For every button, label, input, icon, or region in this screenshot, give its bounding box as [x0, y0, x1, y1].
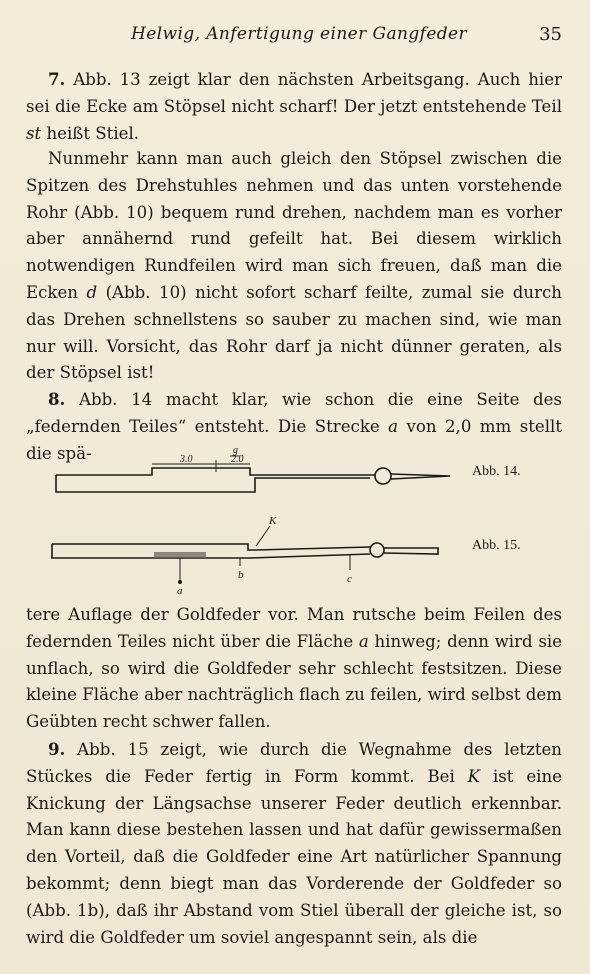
paragraph-text: heißt Stiel.: [41, 123, 140, 143]
paragraph-text: ist eine Knickung der Längsachse unserer Feder deutlich erkennbar. Man kann diese bestehen lassen und hat dafür gewissermaßen den Vorteil, daß die Goldfeder eine Art natürlicher Spannung bekommt; denn biegt man das Vorderende der Goldfeder so (Abb. 1b), daß ihr Abstand vom Stiel überall der gleiche ist, so wird die Goldfeder um soviel angespannt sein, als die: [26, 766, 562, 947]
spring-eyelet: [370, 543, 384, 557]
figure-caption-15: Abb. 15.: [472, 538, 521, 553]
spring-tip: [391, 474, 450, 479]
dimension-label-g: g: [233, 445, 238, 456]
paragraph-text: Nunmehr kann man auch gleich den Stöpsel zwischen die Spitzen des Drehstuhles nehmen und das unten vorstehende Rohr (Abb. 10) bequem rund drehen, nachdem man es vorher aber annähernd rund gefeilt hat. Bei diesem wirklich notwendigen Rundfeilen wird man sich freuen, daß man die Ecken: [26, 149, 562, 302]
marker-line-k: [256, 526, 270, 546]
letter-a: a: [177, 585, 183, 596]
figure-caption-14: Abb. 14.: [472, 464, 521, 479]
spring-outline-upper: [52, 544, 370, 550]
running-header: [26, 24, 562, 48]
variable-a: a: [358, 631, 369, 651]
letter-b: b: [238, 569, 244, 581]
variable-k: K: [467, 766, 481, 786]
spring-outline-lower: [56, 475, 370, 492]
dimension-label-3mm: 3.0: [180, 454, 193, 465]
variable-d: d: [86, 282, 98, 302]
letter-k: K: [269, 515, 277, 527]
running-title: Helwig, Anfertigung einer Gangfeder: [131, 24, 468, 44]
figure-abb-15: [40, 512, 570, 596]
spring-outline-lower: [52, 544, 370, 558]
paragraph-turning: [26, 146, 562, 387]
dimension-label-2mm: 2.0: [231, 454, 244, 465]
bearing-surface-hatch: [154, 552, 206, 558]
spring-tip: [384, 548, 438, 554]
variable-a: a: [388, 416, 399, 436]
step-number: 9.: [48, 739, 66, 759]
step-number: 8.: [48, 389, 66, 409]
paragraph-bearing-surface: [26, 602, 562, 736]
variable-st: st: [26, 123, 42, 143]
marker-dot-a: [178, 580, 182, 584]
spring-drawing-14: [40, 442, 460, 498]
paragraph-step-7: [26, 66, 562, 147]
paragraph-step-9: [26, 736, 562, 951]
paragraph-text: hinweg; denn wird sie unflach, so wird die Goldfeder sehr schlecht festsitzen. Diese kleine Fläche aber nachträglich flach zu feilen, wird selbst dem Geübten recht schwer fallen.: [26, 631, 562, 732]
paragraph-text: Abb. 15 zeigt, wie durch die Wegnahme des letzten Stückes die Feder fertig in Form kommt. Bei: [26, 740, 562, 786]
spring-outline-upper: [56, 468, 375, 475]
letter-c: c: [347, 573, 352, 585]
step-number: 7.: [48, 69, 66, 89]
spring-drawing-15: [40, 512, 460, 596]
paragraph-text: von 2,0 mm stellt die spä-: [26, 416, 562, 463]
figure-abb-14: [40, 442, 570, 498]
paragraph-text: tere Auflage der Goldfeder vor. Man rutsche beim Feilen des federnden Teiles nicht über die Fläche: [26, 605, 562, 651]
paragraph-text: Abb. 14 macht klar, wie schon die eine Seite des „federnden Teiles“ entsteht. Die Strecke: [26, 390, 562, 436]
spring-eyelet: [375, 468, 391, 484]
paragraph-text: Abb. 13 zeigt klar den nächsten Arbeitsgang. Auch hier sei die Ecke am Stöpsel nicht scharf! Der jetzt entstehende Teil: [26, 70, 562, 116]
paragraph-text: (Abb. 10) nicht sofort scharf feilte, zumal sie durch das Drehen schnellstens so sauber zu machen sind, wie man nur will. Vorsicht, das Rohr darf ja nicht dünner geraten, als der Stöpsel ist!: [26, 282, 562, 383]
page-number: 35: [539, 24, 562, 45]
